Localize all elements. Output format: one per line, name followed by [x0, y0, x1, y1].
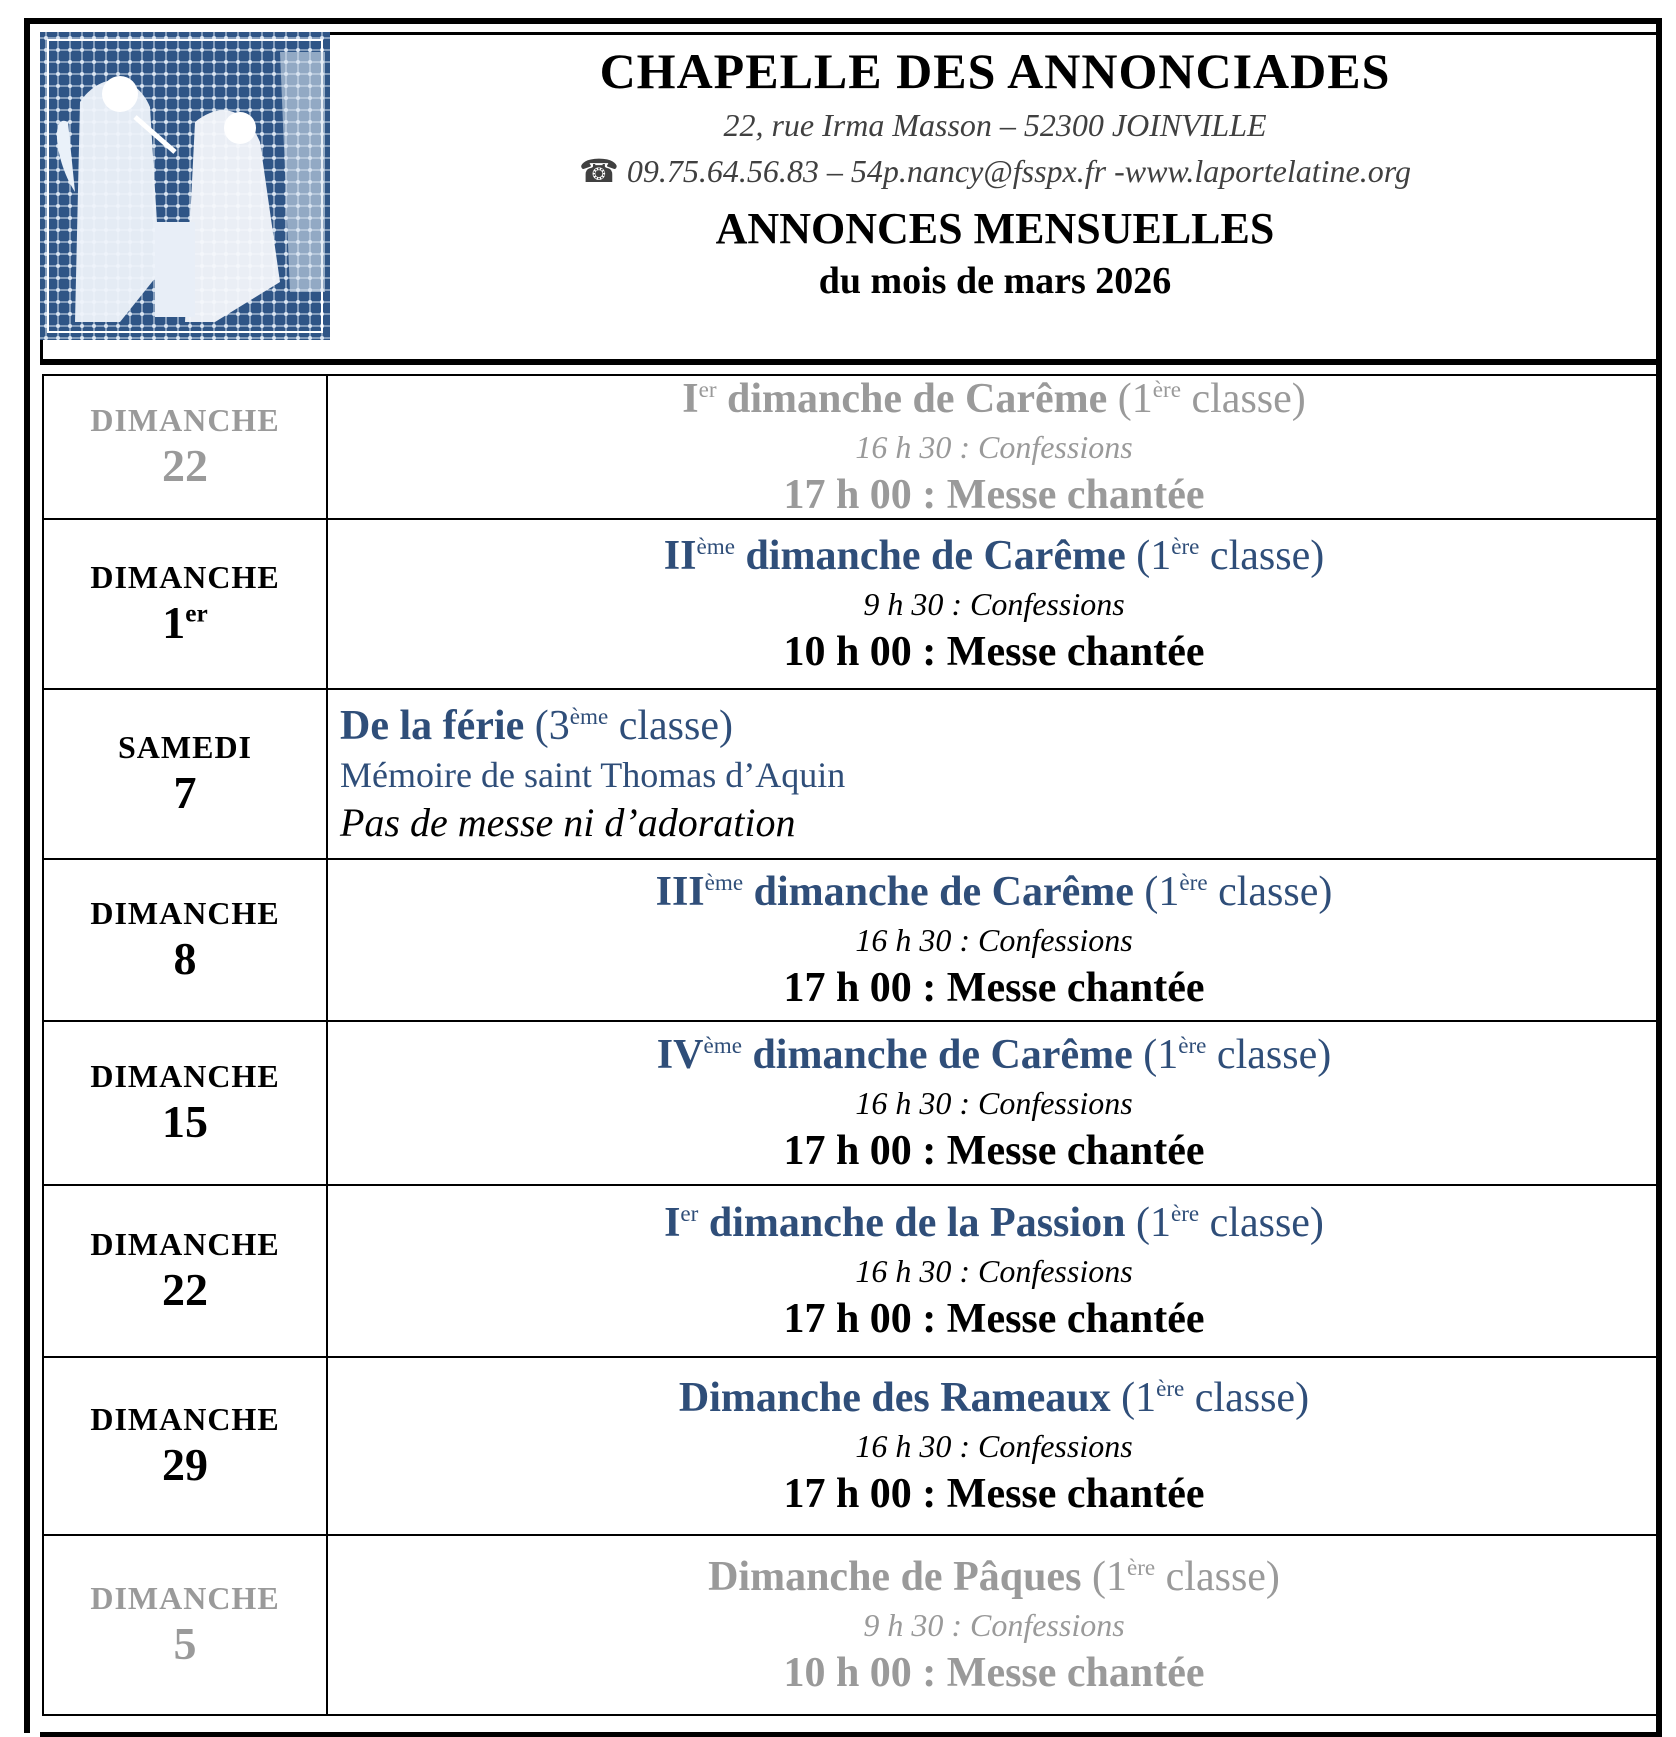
schedule-row: [42, 1536, 1662, 1716]
header-rule: [40, 361, 1662, 365]
schedule-row: [42, 1186, 1662, 1358]
day-name: SAMEDI: [117, 729, 252, 765]
day-number: 5: [173, 1618, 197, 1669]
feast-title: IIIème dimanche de Carême (1ère classe): [655, 869, 1333, 915]
day-cell: [42, 376, 328, 518]
confession-time: 16 h 30 : Confessions: [855, 429, 1133, 465]
document-title: ANNONCES MENSUELLES: [715, 204, 1275, 253]
confession-time: 9 h 30 : Confessions: [863, 1607, 1125, 1643]
day-cell: [42, 1536, 328, 1714]
feast-title: Ier dimanche de la Passion (1ère classe): [664, 1200, 1324, 1246]
chapel-address: 22, rue Irma Masson – 52300 JOINVILLE: [723, 107, 1267, 143]
day-cell: [42, 1358, 328, 1534]
feast-title: Dimanche de Pâques (1ère classe): [708, 1554, 1280, 1600]
day-number: 1er: [162, 597, 208, 648]
schedule-row: [42, 1022, 1662, 1186]
event-cell: [328, 376, 1662, 518]
feast-title: IVème dimanche de Carême (1ère classe): [656, 1032, 1332, 1078]
day-name: DIMANCHE: [90, 1580, 280, 1616]
annunciation-image: [40, 32, 330, 340]
event-cell: [328, 1536, 1662, 1714]
chapel-title: CHAPELLE DES ANNONCIADES: [599, 43, 1391, 99]
day-number: 22: [162, 440, 208, 491]
mass-time: 17 h 00 : Messe chantée: [783, 472, 1205, 518]
day-number: 29: [162, 1439, 208, 1490]
day-cell: [42, 520, 328, 688]
mass-time: 10 h 00 : Messe chantée: [783, 1650, 1205, 1696]
confession-time: 9 h 30 : Confessions: [863, 586, 1125, 622]
event-cell: [328, 1022, 1662, 1184]
day-number: 7: [173, 767, 197, 818]
schedule-row: [42, 520, 1662, 690]
schedule-row: [42, 374, 1662, 520]
schedule-note: Pas de messe ni d’adoration: [340, 800, 796, 845]
day-name: DIMANCHE: [90, 402, 280, 438]
confession-time: 16 h 30 : Confessions: [855, 1085, 1133, 1121]
schedule-row: [42, 1358, 1662, 1536]
day-name: DIMANCHE: [90, 559, 280, 595]
event-cell: [328, 1186, 1662, 1356]
day-cell: [42, 860, 328, 1020]
event-cell: [328, 520, 1662, 688]
confession-time: 16 h 30 : Confessions: [855, 1428, 1133, 1464]
announcement-sheet: [24, 18, 1662, 1733]
mass-time: 17 h 00 : Messe chantée: [783, 1296, 1205, 1342]
feast-title: IIème dimanche de Carême (1ère classe): [663, 533, 1325, 579]
mass-time: 17 h 00 : Messe chantée: [783, 1471, 1205, 1517]
day-number: 22: [162, 1264, 208, 1315]
day-number: 8: [173, 933, 197, 984]
header-text: [350, 40, 1640, 306]
chapel-contacts: [350, 148, 1640, 194]
day-cell: [42, 1186, 328, 1356]
day-name: DIMANCHE: [90, 1226, 280, 1262]
feast-title: Dimanche des Rameaux (1ère classe): [678, 1375, 1310, 1421]
document-month: du mois de mars 2026: [818, 260, 1172, 302]
feast-title: Ier dimanche de Carême (1ère classe): [682, 376, 1306, 422]
mass-time: 17 h 00 : Messe chantée: [783, 965, 1205, 1011]
day-cell: [42, 690, 328, 858]
memorial-note: Mémoire de saint Thomas d’Aquin: [340, 755, 846, 795]
mass-time: 10 h 00 : Messe chantée: [783, 629, 1205, 675]
monthly-schedule: [42, 374, 1662, 1724]
event-cell: [328, 860, 1662, 1020]
contact-details: 09.75.64.56.83 – 54p.nancy@fsspx.fr -www.laportelatine.org: [626, 153, 1411, 189]
event-cell: [328, 1358, 1662, 1534]
confession-time: 16 h 30 : Confessions: [855, 1253, 1133, 1289]
event-cell: [328, 690, 1662, 858]
confession-time: 16 h 30 : Confessions: [855, 922, 1133, 958]
day-number: 15: [162, 1096, 208, 1147]
phone-icon: ☎: [579, 153, 619, 189]
feast-title: De la férie (3ème classe): [340, 703, 733, 749]
schedule-row: [42, 690, 1662, 860]
day-name: DIMANCHE: [90, 1401, 280, 1437]
schedule-row: [42, 860, 1662, 1022]
day-name: DIMANCHE: [90, 1058, 280, 1094]
day-name: DIMANCHE: [90, 895, 280, 931]
day-cell: [42, 1022, 328, 1184]
mass-time: 17 h 00 : Messe chantée: [783, 1128, 1205, 1174]
